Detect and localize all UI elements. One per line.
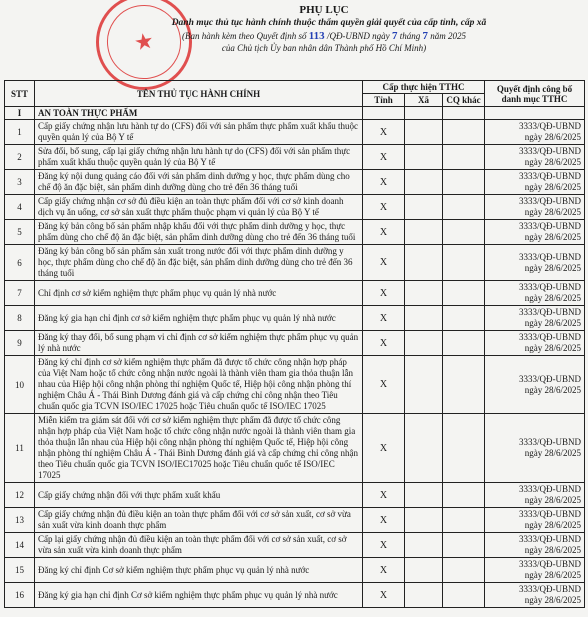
procedure-name: Chỉ định cơ sở kiểm nghiệm thực phẩm phục vụ quản lý nhà nước (35, 281, 363, 306)
decision-date: ngày 28/6/2025 (524, 132, 581, 142)
decision-cell (485, 533, 585, 558)
decision-code: 3333/QĐ-UBND (519, 196, 581, 206)
row-number: 4 (5, 195, 35, 220)
procedure-name: Cấp giấy chứng nhận cơ sở đủ điều kiện an toàn thực phẩm đối với cơ sở kinh doanh dịch vụ ăn uống, cơ sở sản xuất thực phẩm thuộc phạm vi quản lý của Bộ Y tế (35, 195, 363, 220)
decision-day: 7 (391, 30, 398, 42)
decision-code: 3333/QĐ-UBND (519, 251, 581, 262)
decision-date: ngày 28/6/2025 (524, 384, 581, 395)
document-header (0, 4, 588, 56)
table-row (5, 356, 585, 414)
header-cq: CQ khác (443, 94, 485, 107)
table-row (5, 414, 585, 483)
decision-cell (485, 281, 585, 306)
level-xa (405, 583, 443, 608)
level-tinh: X (363, 145, 405, 170)
issuer-line: của Chủ tịch Ủy ban nhân dân Thành phố Hồ Chí Minh) (221, 43, 427, 53)
header-name: TÊN THỦ TỤC HÀNH CHÍNH (35, 81, 363, 107)
level-xa (405, 195, 443, 220)
level-tinh: X (363, 170, 405, 195)
table-row (5, 245, 585, 281)
procedure-name: Đăng ký bản công bố sản phẩm sản xuất trong nước đối với thực phẩm dinh dưỡng y học, thực phẩm dùng cho chế độ ăn đặc biệt, sản phẩm dinh dưỡng dùng cho trẻ đến 36 tháng tuổi (35, 245, 363, 281)
decision-cell (485, 170, 585, 195)
level-cq (443, 533, 485, 558)
decision-date: ngày 28/6/2025 (524, 293, 581, 303)
decision-date: ngày 28/6/2025 (524, 595, 581, 605)
procedure-name: Đăng ký gia hạn chỉ định Cơ sở kiểm nghiệm thực phẩm phục vụ quản lý nhà nước (35, 583, 363, 608)
appendix-title: PHỤ LỤC (299, 4, 349, 16)
row-number: 13 (5, 508, 35, 533)
section-title: AN TOÀN THỰC PHẨM (35, 107, 363, 120)
procedure-name: Sửa đổi, bổ sung, cấp lại giấy chứng nhận lưu hành tự do (CFS) đối với sản phẩm thực phẩm xuất khẩu thuộc quyền quản lý của Bộ Y tế (35, 145, 363, 170)
decision-code: 3333/QĐ-UBND (519, 121, 581, 131)
row-number: 5 (5, 220, 35, 245)
level-cq (443, 356, 485, 414)
procedures-table (4, 80, 585, 608)
decision-code: 3333/QĐ-UBND (519, 307, 581, 317)
level-cq (443, 483, 485, 508)
table-row (5, 281, 585, 306)
decision-cell (485, 558, 585, 583)
level-tinh: X (363, 356, 405, 414)
appendix-subtitle: Danh mục thủ tục hành chính thuộc thẩm quyền giải quyết của cấp tỉnh, cấp xã (171, 18, 487, 28)
decision-date: ngày 28/6/2025 (524, 545, 581, 555)
decision-month: 7 (422, 30, 428, 42)
level-xa (405, 306, 443, 331)
level-tinh: X (363, 281, 405, 306)
row-number: 8 (5, 306, 35, 331)
decision-date: ngày 28/6/2025 (524, 157, 581, 167)
decision-date: ngày 28/6/2025 (524, 495, 581, 505)
decision-cell (485, 306, 585, 331)
level-tinh: X (363, 508, 405, 533)
row-number: 3 (5, 170, 35, 195)
row-number: 14 (5, 533, 35, 558)
row-number: 9 (5, 331, 35, 356)
procedure-name: Cấp giấy chứng nhận lưu hành tự do (CFS) đối với sản phẩm thực phẩm xuất khẩu thuộc quyền quản lý của Bộ Y tế (35, 120, 363, 145)
decision-code: 3333/QĐ-UBND (519, 559, 581, 569)
table-row (5, 120, 585, 145)
decision-cell (485, 414, 585, 483)
level-tinh: X (363, 331, 405, 356)
procedure-name: Đăng ký gia hạn chỉ định cơ sở kiểm nghiệm thực phẩm phục vụ quản lý nhà nước (35, 306, 363, 331)
level-tinh: X (363, 120, 405, 145)
level-xa (405, 483, 443, 508)
level-tinh: X (363, 483, 405, 508)
level-cq (443, 245, 485, 281)
level-xa (405, 170, 443, 195)
level-xa (405, 414, 443, 483)
decision-cell (485, 356, 585, 414)
procedure-name: Đăng ký bản công bố sản phẩm nhập khẩu đối với thực phẩm dinh dưỡng y học, thực phẩm dùng cho chế độ ăn đặc biệt, sản phẩm dinh dưỡng dùng cho trẻ đến 36 tháng tuổi (35, 220, 363, 245)
row-number: 1 (5, 120, 35, 145)
row-number: 16 (5, 583, 35, 608)
level-tinh: X (363, 220, 405, 245)
table-row (5, 583, 585, 608)
row-number: 10 (5, 356, 35, 414)
decision-number: 113 (308, 30, 325, 42)
decision-ref-prefix: (Ban hành kèm theo Quyết định số (182, 31, 307, 41)
table-row (5, 508, 585, 533)
table-row (5, 483, 585, 508)
row-number: 15 (5, 558, 35, 583)
level-cq (443, 120, 485, 145)
table-row (5, 331, 585, 356)
level-xa (405, 331, 443, 356)
level-cq (443, 414, 485, 483)
decision-date: ngày 28/6/2025 (524, 207, 581, 217)
section-number: I (5, 107, 35, 120)
decision-date: ngày 28/6/2025 (524, 570, 581, 580)
decision-cell (485, 245, 585, 281)
table-row (5, 195, 585, 220)
decision-date: ngày 28/6/2025 (524, 318, 581, 328)
row-number: 12 (5, 483, 35, 508)
decision-date: ngày 28/6/2025 (524, 343, 581, 353)
decision-cell (485, 145, 585, 170)
level-xa (405, 281, 443, 306)
table-row (5, 306, 585, 331)
table-row (5, 170, 585, 195)
level-cq (443, 331, 485, 356)
level-cq (443, 306, 485, 331)
procedure-name: Đăng ký thay đổi, bổ sung phạm vi chỉ định cơ sở kiểm nghiệm thực phẩm phục vụ quản lý nhà nước (35, 331, 363, 356)
level-cq (443, 583, 485, 608)
procedure-name: Cấp lại giấy chứng nhận đủ điều kiện an toàn thực phẩm đối với cơ sở sản xuất, cơ sở vừa sản xuất vừa kinh doanh thực phẩm (35, 533, 363, 558)
procedure-name: Miễn kiểm tra giám sát đối với cơ sở kiểm nghiệm thực phẩm đã được tổ chức công nhận hợp pháp của Việt Nam hoặc tổ chức công nhận nước ngoài là thành viên tham gia thỏa thuận lẫn nhau của Hiệp hội công nhận phòng thí nghiệm Quốc tế, Hiệp hội công nhận phòng thí nghiệm Châu Á - Thái Bình Dương đánh giá và cấp chứng chỉ công nhận theo Tiêu chuẩn quốc gia TCVN ISO/IEC17025 hoặc Tiêu chuẩn quốc tế ISO/IEC 17025 (35, 414, 363, 483)
header-stt: STT (5, 81, 35, 107)
decision-year: năm 2025 (430, 31, 466, 41)
decision-code: 3333/QĐ-UBND (519, 171, 581, 181)
decision-cell (485, 220, 585, 245)
decision-cell (485, 120, 585, 145)
decision-code: 3333/QĐ-UBND (519, 437, 581, 447)
level-xa (405, 120, 443, 145)
decision-cell (485, 195, 585, 220)
decision-date: ngày 28/6/2025 (524, 232, 581, 242)
level-tinh: X (363, 533, 405, 558)
level-tinh: X (363, 306, 405, 331)
star-icon: ★ (132, 27, 156, 56)
row-number: 6 (5, 245, 35, 281)
procedure-name: Đăng ký chỉ định Cơ sở kiểm nghiệm thực phẩm phục vụ quản lý nhà nước (35, 558, 363, 583)
section-row (5, 107, 585, 120)
decision-code: 3333/QĐ-UBND (519, 373, 581, 384)
decision-date: ngày 28/6/2025 (524, 448, 581, 458)
decision-cell (485, 508, 585, 533)
header-xa: Xã (405, 94, 443, 107)
level-tinh: X (363, 414, 405, 483)
decision-code: 3333/QĐ-UBND (519, 484, 581, 494)
decision-reference (60, 30, 588, 42)
decision-code: 3333/QĐ-UBND (519, 282, 581, 292)
decision-date: ngày 28/6/2025 (524, 520, 581, 530)
level-xa (405, 533, 443, 558)
decision-code: 3333/QĐ-UBND (519, 221, 581, 231)
decision-code: 3333/QĐ-UBND (519, 509, 581, 519)
decision-ref-mid: /QĐ-UBND ngày (326, 31, 390, 41)
decision-month-label: tháng (399, 31, 421, 41)
level-cq (443, 281, 485, 306)
level-cq (443, 145, 485, 170)
decision-code: 3333/QĐ-UBND (519, 584, 581, 594)
procedure-name: Cấp giấy chứng nhận đủ điều kiện an toàn thực phẩm đối với cơ sở sản xuất, cơ sở vừa sản xuất vừa kinh doanh thực phẩm (35, 508, 363, 533)
level-cq (443, 508, 485, 533)
level-tinh: X (363, 245, 405, 281)
level-xa (405, 558, 443, 583)
level-cq (443, 195, 485, 220)
level-tinh: X (363, 558, 405, 583)
table-row (5, 145, 585, 170)
level-xa (405, 508, 443, 533)
header-level: Cấp thực hiện TTHC (363, 81, 485, 94)
decision-code: 3333/QĐ-UBND (519, 146, 581, 156)
procedure-name: Đăng ký nội dung quảng cáo đối với sản phẩm dinh dưỡng y học, thực phẩm dùng cho chế độ ăn đặc biệt, sản phẩm dinh dưỡng dùng cho trẻ đến 36 tháng tuổi (35, 170, 363, 195)
header-tinh: Tỉnh (363, 94, 405, 107)
procedure-name: Đăng ký chỉ định cơ sở kiểm nghiệm thực phẩm đã được tổ chức công nhận hợp pháp của Việt Nam hoặc tổ chức công nhận nước ngoài là thành viên tham gia thỏa thuận lẫn nhau của Hiệp hội công nhận phòng thí nghiệm Quốc tế, Hiệp hội công nhận phòng thí nghiệm Châu Á - Thái Bình Dương đánh giá và cấp chứng chỉ công nhận theo Tiêu chuẩn quốc gia TCVN ISO/IEC 17025 hoặc Tiêu chuẩn quốc tế ISO/IEC 17025 (35, 356, 363, 414)
level-xa (405, 356, 443, 414)
table-row (5, 558, 585, 583)
level-tinh: X (363, 195, 405, 220)
level-xa (405, 245, 443, 281)
decision-date: ngày 28/6/2025 (524, 182, 581, 192)
table-row (5, 220, 585, 245)
decision-cell (485, 483, 585, 508)
procedure-name: Cấp giấy chứng nhận đối với thực phẩm xuất khẩu (35, 483, 363, 508)
decision-cell (485, 583, 585, 608)
level-xa (405, 220, 443, 245)
table-row (5, 533, 585, 558)
level-xa (405, 145, 443, 170)
level-cq (443, 220, 485, 245)
decision-code: 3333/QĐ-UBND (519, 534, 581, 544)
decision-code: 3333/QĐ-UBND (519, 332, 581, 342)
header-decision: Quyết định công bố danh mục TTHC (485, 81, 585, 107)
level-cq (443, 170, 485, 195)
row-number: 11 (5, 414, 35, 483)
decision-date: ngày 28/6/2025 (524, 262, 581, 273)
level-cq (443, 558, 485, 583)
decision-cell (485, 331, 585, 356)
row-number: 7 (5, 281, 35, 306)
level-tinh: X (363, 583, 405, 608)
row-number: 2 (5, 145, 35, 170)
